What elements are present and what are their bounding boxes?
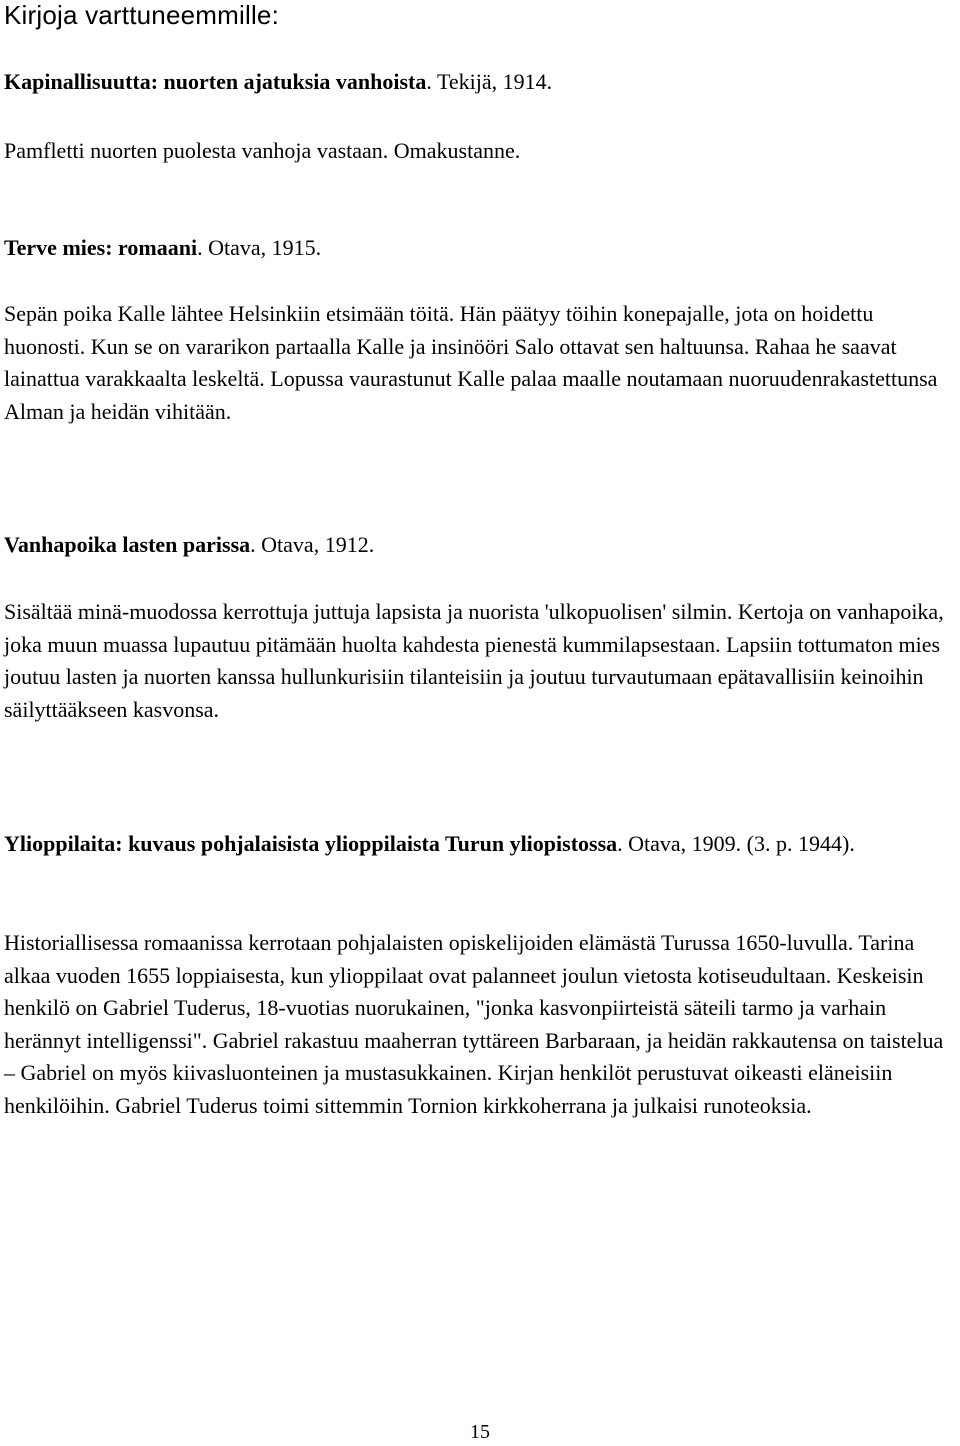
book-entry-citation [4,828,954,861]
page-heading: Kirjoja varttuneemmille: [4,0,280,30]
book-summary: Historiallisessa romaanissa kerrotaan pohjalaisten opiskelijoiden elämästä Turussa 1650-luvulla. Tarina alkaa vuoden 1655 loppiaisesta, kun ylioppilaat ovat palanneet joulun vietosta kotiseudultaan. Keskeisin henkilö on Gabriel Tuderus, 18-vuotias nuorukainen, "jonka kasvonpiirteistä säteili tarmo ja varhain herännyt intelligenssi". Gabriel rakastuu maaherran tyttäreen Barbaraan, ja heidän rakkautensa on taistelua – Gabriel on myös kiivasluonteinen ja mustasukkainen. Kirjan henkilöt perustuvat oikeasti eläneisiin henkilöihin. Gabriel Tuderus toimi sittemmin Tornion kirkkoherrana ja julkaisi runoteoksia. [4,930,944,1118]
book-publication: . Otava, 1909. (3. p. 1944). [617,831,855,856]
book-entry-citation [4,529,374,561]
book-entry-citation [4,66,552,98]
book-publication: . Tekijä, 1914. [426,69,553,94]
book-title: Terve mies: romaani [4,235,198,260]
book-publication: . Otava, 1912. [250,532,375,557]
page-number: 15 [470,1421,490,1443]
book-summary: Sisältää minä-muodossa kerrottuja juttuja lapsista ja nuorista 'ulkopuolisen' silmin. Kertoja on vanhapoika, joka muun muassa lupautuu pitämään huolta kahdesta pienestä kummilapsestaan. Lapsiin tottumaton mies joutuu lasten ja nuorten kanssa hullunkurisiin tilanteisiin ja joutuu turvautumaan epätavallisiin keinoihin säilyttääkseen kasvonsa. [4,599,944,722]
book-title: Kapinallisuutta: nuorten ajatuksia vanhoista [4,69,427,94]
book-publication: . Otava, 1915. [197,235,322,260]
book-title: Vanhapoika lasten parissa [4,532,251,557]
book-title: Ylioppilaita: kuvaus pohjalaisista ylioppilaista Turun yliopistossa [4,831,618,856]
book-entry-citation [4,232,321,264]
book-summary: Sepän poika Kalle lähtee Helsinkiin etsimään töitä. Hän päätyy töihin konepajalle, jota on hoidettu huonosti. Kun se on vararikon partaalla Kalle ja insinööri Salo ottavat sen haltuunsa. Rahaa he saavat lainattua varakkaalta leskeltä. Lopussa vaurastunut Kalle palaa maalle noutamaan nuoruudenrakastettunsa Alman ja heidän vihitään. [4,301,938,424]
book-summary: Pamfletti nuorten puolesta vanhoja vastaan. Omakustanne. [4,138,521,163]
